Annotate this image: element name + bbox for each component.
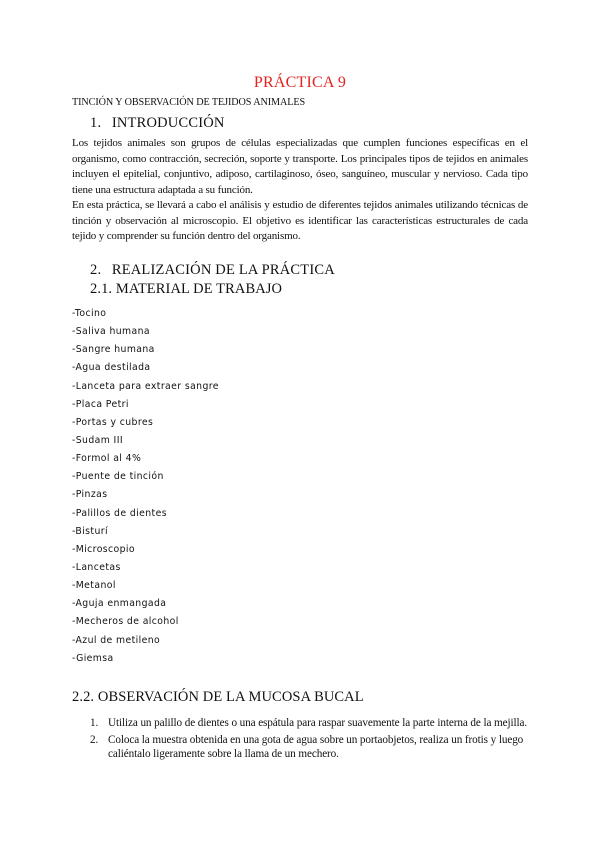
list-item: -Sangre humana bbox=[72, 344, 155, 356]
list-item: -Palillos de dientes bbox=[72, 507, 167, 519]
section-heading-introduccion bbox=[90, 115, 225, 132]
list-item: -Bisturí bbox=[72, 525, 108, 537]
list-item bbox=[90, 716, 530, 731]
list-item: -Saliva humana bbox=[72, 326, 151, 338]
subsection-heading-mucosa: 2.2. OBSERVACIÓN DE LA MUCOSA BUCAL bbox=[72, 689, 364, 705]
list-item: -Lancetas bbox=[72, 561, 121, 573]
list-item: -Pinzas bbox=[72, 489, 108, 501]
list-item: -Giemsa bbox=[72, 652, 114, 664]
section-number: 2. bbox=[90, 262, 102, 278]
section-number: 1. bbox=[90, 115, 102, 131]
list-item: -Sudam III bbox=[72, 434, 123, 446]
list-item: -Aguja enmangada bbox=[72, 598, 167, 610]
section-heading-realizacion bbox=[90, 262, 335, 279]
list-item bbox=[90, 733, 530, 762]
list-item: -Mecheros de alcohol bbox=[72, 616, 179, 628]
procedure-steps bbox=[90, 716, 530, 764]
subsection-heading-material: 2.1. MATERIAL DE TRABAJO bbox=[90, 281, 283, 297]
list-item: -Formol al 4% bbox=[72, 453, 142, 465]
page-title: PRÁCTICA 9 bbox=[253, 74, 347, 91]
list-item: -Azul de metileno bbox=[72, 634, 161, 646]
step-text: Coloca la muestra obtenida en una gota de agua sobre un portaobjetos, realiza un frotis y luego caliéntalo ligeramente sobre la llama de un mechero. bbox=[108, 733, 524, 760]
intro-paragraph-2: En esta práctica, se llevará a cabo el análisis y estudio de diferentes tejidos animales utilizando técnicas de tinción y observación al microscopio. El objetivo es identificar las características estructurales de cada tejido y comprender su función dentro del organismo. bbox=[72, 199, 528, 243]
list-item: -Puente de tinción bbox=[72, 471, 164, 483]
step-text: Utiliza un palillo de dientes o una espátula para raspar suavemente la parte interna de la mejilla. bbox=[108, 717, 528, 729]
intro-paragraph-1: Los tejidos animales son grupos de células especializadas que cumplen funciones específicas en el organismo, como contracción, secreción, soporte y transporte. Los principales tipos de tejidos en animales incluyen el epitelial, conjuntivo, adiposo, cartilaginoso, óseo, sanguíneo, muscular y nervioso. Cada tipo tiene una estructura adaptada a su función. bbox=[72, 137, 528, 196]
list-item: -Placa Petri bbox=[72, 398, 129, 410]
step-number: 2. bbox=[90, 733, 99, 746]
list-item: -Portas y cubres bbox=[72, 416, 154, 428]
materials-list bbox=[72, 308, 219, 671]
list-item: -Agua destilada bbox=[72, 362, 151, 374]
list-item: -Tocino bbox=[72, 308, 107, 319]
page-subtitle: TINCIÓN Y OBSERVACIÓN DE TEJIDOS ANIMALES bbox=[72, 97, 306, 108]
list-item: -Lanceta para extraer sangre bbox=[72, 380, 219, 392]
section-title: INTRODUCCIÓN bbox=[111, 115, 225, 131]
list-item: -Metanol bbox=[72, 580, 116, 592]
step-number: 1. bbox=[90, 717, 99, 729]
section-title: REALIZACIÓN DE LA PRÁCTICA bbox=[111, 262, 335, 278]
list-item: -Microscopio bbox=[72, 543, 135, 555]
